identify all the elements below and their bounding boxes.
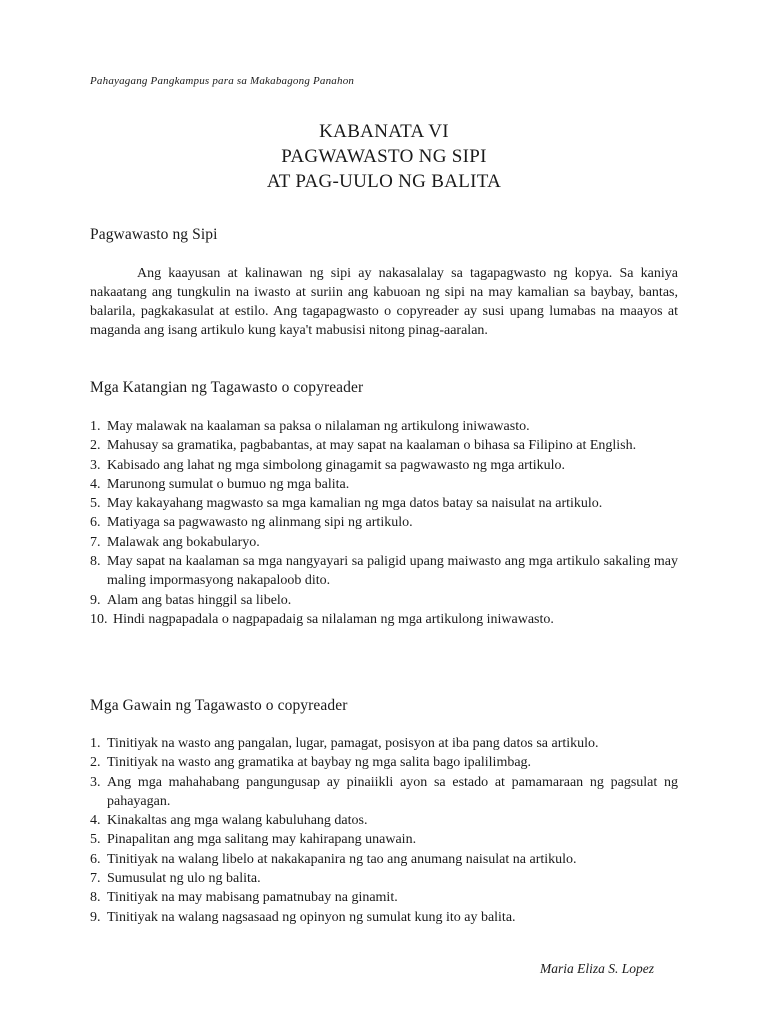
list-item-number: 1. [90,736,101,751]
list-item-text: Tinitiyak na wasto ang pangalan, lugar, pamagat, posisyon at iba pang datos sa artikulo. [107,736,599,751]
list-item-number: 6. [90,851,101,867]
section-heading-pagwawasto: Pagwawasto ng Sipi [90,226,218,243]
list-item [90,436,678,455]
intro-paragraph: Ang kaayusan at kalinawan ng sipi ay nakasalalay sa tagapagwasto ng kopya. Sa kaniya nakaatang ang tungkulin na iwasto at suriin ang kabuoan ng sipi na may kamalian sa baybay, bantas, balarila, pagkakasulat at estilo. Ang tagapagwasto o copyreader ay susi upang lumabas na maayos at maganda ang isang artikulo kung kaya't mabusisi nitong pinag-aaralan. [90,266,678,338]
list-item [90,456,678,475]
list-item-text: May kakayahang magwasto sa mga kamalian ng mga datos batay sa naisulat na artikulo. [107,496,603,512]
list-item-number: 3. [90,457,101,473]
list-item-text: Ang mga mahahabang pangungusap ay pinaiikli ayon sa estado at pamamaraan ng pagsulat ng pahayagan. [107,774,678,809]
list-item-text: Pinapalitan ang mga salitang may kahirapang unawain. [107,832,417,848]
katangian-list [90,417,678,629]
list-item-text: Tinitiyak na wasto ang gramatika at baybay ng mga salita bago ipalilimbag. [107,755,532,771]
running-header: Pahayagang Pangkampus para sa Makabagong Panahon [90,75,355,87]
list-item-text: Tinitiyak na walang nagsasaad ng opinyon ng sumulat kung ito ay balita. [107,909,516,925]
list-item-number: 2. [90,755,101,771]
list-item [90,417,678,436]
list-item-text: Malawak ang bokabularyo. [107,534,260,550]
list-item-text: May sapat na kaalaman sa mga nangyayari sa paligid upang maiwasto ang mga artikulo sakaling may maling impormasyong nakapaloob dito. [107,554,678,589]
list-item-number: 2. [90,438,101,454]
list-item-number: 3. [90,774,101,790]
gawain-list [90,734,678,927]
list-item [90,869,678,888]
list-item-text: Tinitiyak na may mabisang pamatnubay na ginamit. [107,890,398,906]
list-item-text: Kinakaltas ang mga walang kabuluhang datos. [107,813,368,829]
list-item [90,753,678,772]
list-item-number: 5. [90,496,101,512]
list-item-number: 9. [90,592,101,608]
list-item [90,533,678,552]
list-item-number: 5. [90,832,101,848]
chapter-title-line-2: PAGWAWASTO NG SIPI [281,146,487,167]
list-item-number: 8. [90,890,101,906]
list-item-number: 10. [90,611,108,627]
list-item-number: 7. [90,534,101,550]
list-item-number: 1. [90,419,101,434]
list-item-text: May malawak na kaalaman sa paksa o nilalaman ng artikulong iniwawasto. [107,419,530,434]
list-item-text: Mahusay sa gramatika, pagbabantas, at may sapat na kaalaman o bihasa sa Filipino at English. [107,438,637,454]
list-item-number: 4. [90,813,101,829]
list-item-text: Kabisado ang lahat ng mga simbolong ginagamit sa pagwawasto ng mga artikulo. [107,457,566,473]
list-item [90,888,678,907]
section-heading-katangian: Mga Katangian ng Tagawasto o copyreader [90,379,364,396]
list-item-number: 4. [90,476,101,492]
list-item [90,773,678,812]
list-item [90,610,678,629]
list-item-number: 6. [90,515,101,531]
list-item-number: 7. [90,871,101,887]
list-item [90,830,678,849]
list-item [90,552,678,591]
list-item-text: Hindi nagpapadala o nagpapadaig sa nilalaman ng mga artikulong iniwawasto. [113,611,554,627]
chapter-title [0,119,768,194]
list-item [90,908,678,927]
author-signature: Maria Eliza S. Lopez [539,961,654,976]
list-item [90,494,678,513]
list-item-text: Marunong sumulat o bumuo ng mga balita. [107,476,350,492]
chapter-title-line-3: AT PAG-UULO NG BALITA [266,171,502,192]
list-item-number: 8. [90,554,101,570]
list-item [90,591,678,610]
list-item-text: Tinitiyak na walang libelo at nakakapanira ng tao ang anumang naisulat na artikulo. [107,851,577,867]
list-item [90,475,678,494]
list-item [90,513,678,532]
list-item-text: Matiyaga sa pagwawasto ng alinmang sipi ng artikulo. [107,515,413,531]
list-item-text: Sumusulat ng ulo ng balita. [107,871,261,887]
section-heading-gawain: Mga Gawain ng Tagawasto o copyreader [90,697,348,714]
list-item-number: 9. [90,909,101,925]
chapter-title-line-1: KABANATA VI [319,121,449,142]
list-item [90,734,678,753]
list-item-text: Alam ang batas hinggil sa libelo. [107,592,292,608]
list-item [90,850,678,869]
list-item [90,811,678,830]
